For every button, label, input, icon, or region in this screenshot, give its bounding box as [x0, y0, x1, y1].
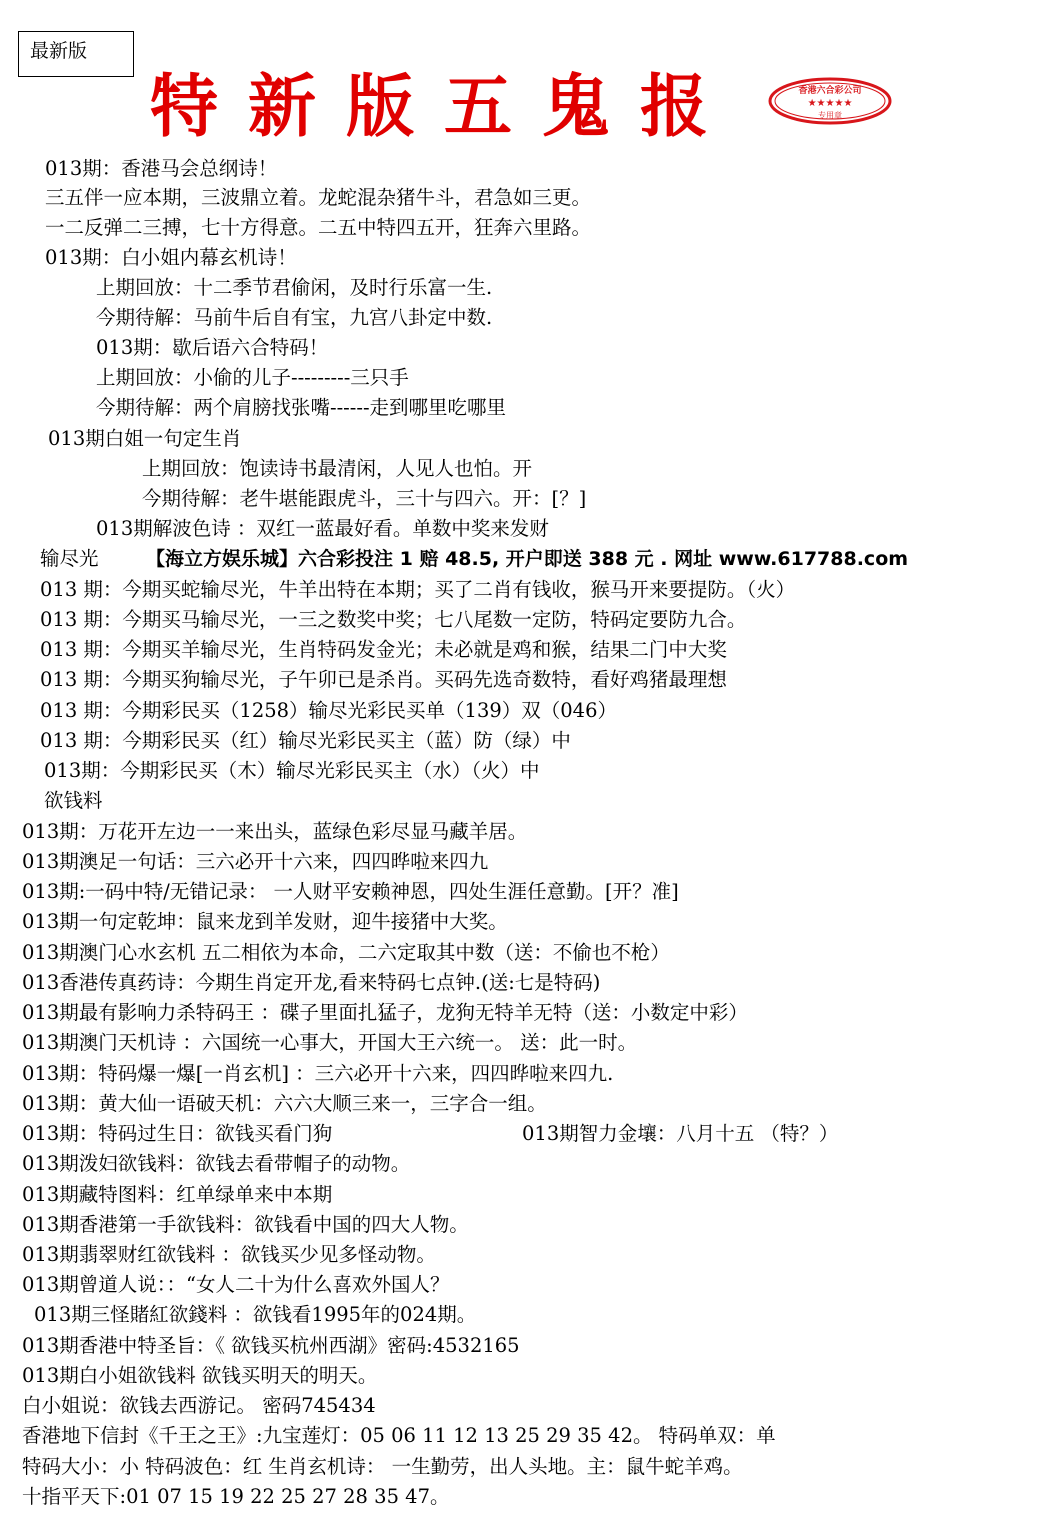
text-line: 上期回放：饱读诗书最清闲，人见人也怕。开: [142, 457, 533, 480]
text-line: 013期：特码过生日：欲钱买看门狗: [22, 1122, 333, 1145]
text-line: 013 期：今期买羊输尽光，生肖特码发金光；未必就是鸡和猴，结果二门中大奖: [40, 638, 727, 661]
text-line: 013期：白小姐内幕玄机诗！: [45, 246, 297, 269]
svg-text:专用章: 专用章: [818, 111, 842, 120]
text-line: 013期藏特图料：红单绿单来中本期: [22, 1183, 333, 1206]
section-heading: 欲钱料: [44, 789, 103, 812]
text-line: 013期翡翠财红欲钱料 ：欲钱买少见多怪动物。: [22, 1243, 436, 1266]
text-line: 013期：歇后语六合特码！: [96, 336, 329, 359]
text-line: 013期曾道人说：：“女人二十为什么喜欢外国人？: [22, 1273, 450, 1296]
text-line: 特码大小：小 特码波色：红 生肖玄机诗： 一生勤劳，出人头地。主：鼠牛蛇羊鸡。: [22, 1455, 743, 1478]
text-line: 013 期：今期买蛇输尽光，牛羊出特在本期；买了二肖有钱收，猴马开来要提防。（火）: [40, 578, 796, 601]
text-line: 013期最有影响力杀特码王 ：碟子里面扎猛子，龙狗无特羊无特（送：小数定中彩）: [22, 1001, 748, 1024]
ad-label: 输尽光: [40, 547, 99, 570]
text-line: 013期澳门天机诗 ：六国统一心事大，开国大王六统一。 送：此一时。: [22, 1031, 638, 1054]
text-line: 上期回放：小偷的儿子---------三只手: [96, 366, 409, 389]
text-line: 013期香港中特圣旨：《 欲钱买杭州西湖》密码:4532165: [22, 1334, 520, 1357]
text-line: 013期泼妇欲钱料：欲钱去看带帽子的动物。: [22, 1152, 411, 1175]
text-line: 三五伴一应本期，三波鼎立着。龙蛇混杂猪牛斗，君急如三更。: [45, 186, 592, 209]
text-line: 013期香港第一手欲钱料：欲钱看中国的四大人物。: [22, 1213, 469, 1236]
text-line: 013期白姐一句定生肖: [48, 427, 242, 450]
text-line: 013 期：今期彩民买（红）输尽光彩民买主（蓝）防（绿）中: [40, 729, 571, 752]
text-line: 013期白小姐欲钱料 欲钱买明天的明天。: [22, 1364, 378, 1387]
text-line: 013期一句定乾坤：鼠来龙到羊发财，迎牛接猪中大奖。: [22, 910, 508, 933]
text-line: 013期智力金壤：八月十五 （特？）: [522, 1122, 839, 1145]
text-line: 013期:一码中特/无错记录： 一人财平安赖神恩，四处生涯任意勤。[开？准]: [22, 880, 679, 903]
text-line: 白小姐说：欲钱去西游记。 密码745434: [22, 1394, 376, 1417]
svg-text:★★★★★: ★★★★★: [807, 98, 853, 109]
text-line: 013 期：今期买马输尽光，一三之数奖中奖；七八尾数一定防，特码定要防九合。: [40, 608, 747, 631]
svg-text:香港六合彩公司: 香港六合彩公司: [798, 86, 862, 96]
text-line: 013期澳足一句话：三六必开十六来，四四晔啦来四九: [22, 850, 489, 873]
text-line: 013 期：今期彩民买（1258）输尽光彩民买单（139）双（046）: [40, 699, 617, 722]
text-line: 香港地下信封《千王之王》:九宝莲灯：05 06 11 12 13 25 29 35 42。 特码单双：单: [22, 1424, 776, 1447]
ad-banner: 【海立方娱乐城】六合彩投注 1 赔 48.5, 开户即送 388 元 . 网址 www.617788.com: [146, 548, 909, 570]
text-line: 上期回放：十二季节君偷闲，及时行乐富一生.: [96, 276, 493, 299]
text-line: 十指平天下:01 07 15 19 22 25 27 28 35 47。: [22, 1485, 450, 1508]
text-line: 013期：特码爆一爆[一肖玄机] ：三六必开十六来，四四晔啦来四九.: [22, 1062, 614, 1085]
page-title: 特新版五鬼报: [150, 67, 739, 147]
text-line: 013期澳门心水玄机 五二相依为本命，二六定取其中数（送：不偷也不枪）: [22, 941, 670, 964]
text-line: 今期待解：两个肩膀找张嘴------走到哪里吃哪里: [96, 396, 507, 419]
text-line: 013期：今期彩民买（木）输尽光彩民买主（水）（火）中: [44, 759, 540, 782]
text-line: 一二反弹二三搏，七十方得意。二五中特四五开，狂奔六里路。: [45, 216, 592, 239]
text-line: 013期解波色诗 ：双红一蓝最好看。单数中奖来发财: [96, 517, 549, 540]
text-line: 今期待解：老牛堪能跟虎斗，三十与四六。开：[？]: [142, 487, 587, 510]
text-line: 013期三怪賭紅欲錢料 ：欲钱看1995年的024期。: [34, 1303, 477, 1326]
text-line: 013 期：今期买狗输尽光，子午卯已是杀肖。买码先选奇数特，看好鸡猪最理想: [40, 668, 727, 691]
text-line: 013期：香港马会总纲诗！: [45, 157, 278, 180]
text-line: 今期待解：马前牛后自有宝，九宫八卦定中数.: [96, 306, 493, 329]
text-line: 013期：万花开左边一一来出头，蓝绿色彩尽显马藏羊居。: [22, 820, 528, 843]
text-line: 013香港传真药诗：今期生肖定开龙,看来特码七点钟.(送:七是特码): [22, 971, 601, 994]
text-line: 013期：黄大仙一语破天机：六六大顺三来一，三字合一组。: [22, 1092, 547, 1115]
company-seal-stamp: [767, 76, 893, 126]
edition-label: 最新版: [18, 31, 134, 77]
